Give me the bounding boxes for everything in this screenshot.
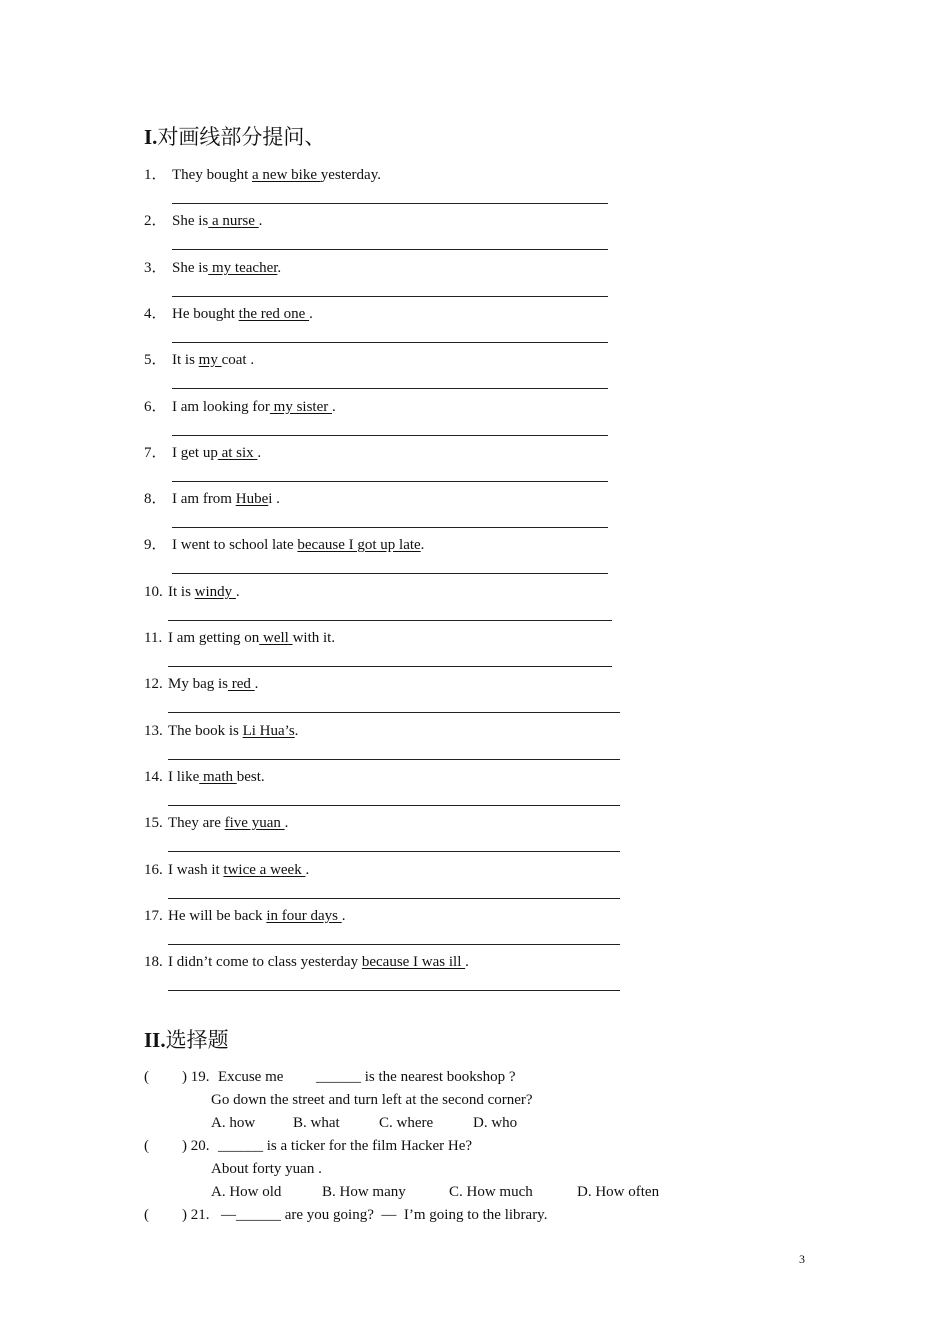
underlined-phrase: Hube [235,491,269,507]
answer-line[interactable] [168,851,620,852]
question-text: I get up [172,445,218,461]
option-d: D. How often [577,1184,660,1200]
answer-line[interactable] [168,759,620,760]
underlined-phrase: my [198,352,222,368]
question-item [144,907,345,925]
option-a: A. how [211,1115,256,1131]
question-number: 11. [144,630,163,646]
underlined-phrase: the red one [238,306,310,322]
question-text: The book is [168,723,243,739]
question-stem: ______ is a ticker for the film Hacker He? [218,1138,473,1154]
answer-line[interactable] [172,527,608,528]
question-number: 12. [144,676,163,692]
answer-paren-open: ( [144,1207,149,1223]
answer-line[interactable] [172,573,608,574]
question-number: 10. [144,584,163,600]
question-number: 14. [144,769,163,785]
question-item [144,768,265,786]
question-number: ) 19. [182,1069,210,1085]
question-text: . [294,723,299,739]
question-number: 3． [144,260,167,276]
question-item [144,398,336,416]
underlined-phrase: my sister [269,399,332,415]
question-item [144,722,298,740]
option-c: C. How much [449,1184,533,1200]
question-text: They are [168,815,225,831]
question-text: She is [172,260,209,276]
question-stem: —______ are you going? — I’m going to the library. [221,1207,548,1223]
question-number: 18. [144,954,163,970]
answer-paren-open: ( [144,1069,149,1085]
question-item [144,305,313,323]
underlined-phrase: red [228,676,255,692]
question-stem: ______ is the nearest bookshop ? [316,1069,516,1085]
question-number: 17. [144,908,163,924]
question-number: 1． [144,167,167,183]
question-text: . [257,445,262,461]
section-heading: 对画线部分提问、 [157,125,326,149]
question-text: i . [268,491,280,507]
question-text: It is [172,352,199,368]
option-b: B. what [293,1115,340,1131]
question-number: 16. [144,862,163,878]
question-text: with it. [292,630,336,646]
question-text: . [254,676,259,692]
question-text: I wash it [168,862,224,878]
answer-line[interactable] [172,203,608,204]
underlined-phrase: twice a week [223,862,306,878]
question-item [144,814,288,832]
answer-paren-open: ( [144,1138,149,1154]
answer-line[interactable] [172,342,608,343]
underlined-phrase: at six [217,445,258,461]
section-numeral: I. [144,125,158,149]
question-number: 9． [144,537,167,553]
question-text: . [332,399,336,415]
question-text: I like [168,769,200,785]
question-number: 5． [144,352,167,368]
question-number: 2． [144,213,167,229]
option-a: A. How old [211,1184,282,1200]
question-number: 13. [144,723,163,739]
answer-line[interactable] [168,620,612,621]
question-item [144,166,381,184]
underlined-phrase: math [199,769,237,785]
underlined-phrase: because I was ill [361,954,466,970]
question-text: I am getting on [168,630,260,646]
question-text: He will be back [168,908,267,924]
question-item [144,536,424,554]
question-number: 7． [144,445,167,461]
underlined-phrase: because I got up late [297,537,421,553]
question-number: 8． [144,491,167,507]
question-text: I went to school late [172,537,298,553]
underlined-phrase: windy [194,584,236,600]
question-text: I didn’t come to class yesterday [168,954,362,970]
question-text: . [258,213,263,229]
question-number: 15. [144,815,163,831]
underlined-phrase: a nurse [208,213,259,229]
question-text: I am from [172,491,236,507]
question-text: . [277,260,282,276]
question-text: yesterday. [320,167,381,183]
option-d: D. who [473,1115,518,1131]
question-text: I am looking for [172,399,270,415]
question-item [144,490,280,508]
answer-line[interactable] [172,435,608,436]
option-c: C. where [379,1115,434,1131]
question-text: My bag is [168,676,228,692]
question-text: They bought [172,167,252,183]
section-title-1 [144,121,325,151]
underlined-phrase: a new bike [252,167,321,183]
answer-line[interactable] [168,805,620,806]
question-text: . [465,954,469,970]
question-number: 4． [144,306,167,322]
question-text: . [341,908,346,924]
answer-line[interactable] [172,481,608,482]
answer-line[interactable] [172,388,608,389]
question-number: ) 20. [182,1138,210,1154]
answer-line[interactable] [172,249,608,250]
question-item [144,629,335,647]
question-line: Go down the street and turn left at the second corner? [211,1092,533,1108]
question-text: It is [168,584,195,600]
question-text: She is [172,213,209,229]
question-item [144,444,261,462]
question-number: ) 21. [182,1207,210,1223]
section-heading: 选择题 [165,1028,229,1052]
question-number: 6． [144,399,167,415]
section-title-2 [144,1024,229,1054]
question-stem: Excuse me [218,1069,284,1085]
section-numeral: II. [144,1028,166,1052]
question-text: . [420,537,425,553]
question-item [144,212,262,230]
question-item [144,583,240,601]
question-text: He bought [172,306,239,322]
answer-line[interactable] [168,712,620,713]
question-item [144,861,309,879]
underlined-phrase: in four days [266,908,342,924]
question-item [144,259,281,277]
underlined-phrase: five yuan [224,815,285,831]
question-text: . [309,306,313,322]
answer-line[interactable] [168,944,620,945]
question-item [144,953,469,971]
answer-line[interactable] [168,666,612,667]
answer-line[interactable] [168,898,620,899]
underlined-phrase: well [259,630,293,646]
page-number: 3 [799,1252,805,1266]
question-text: coat . [221,352,255,368]
question-text: . [284,815,289,831]
underlined-phrase: Li Hua’s [242,723,295,739]
question-text: . [235,584,240,600]
option-b: B. How many [322,1184,406,1200]
answer-line[interactable] [172,296,608,297]
question-text: . [305,862,310,878]
underlined-phrase: my teacher [208,260,278,276]
question-line: About forty yuan . [211,1161,322,1177]
question-item [144,351,254,369]
question-text: best. [236,769,265,785]
question-item [144,675,258,693]
answer-line[interactable] [168,990,620,991]
